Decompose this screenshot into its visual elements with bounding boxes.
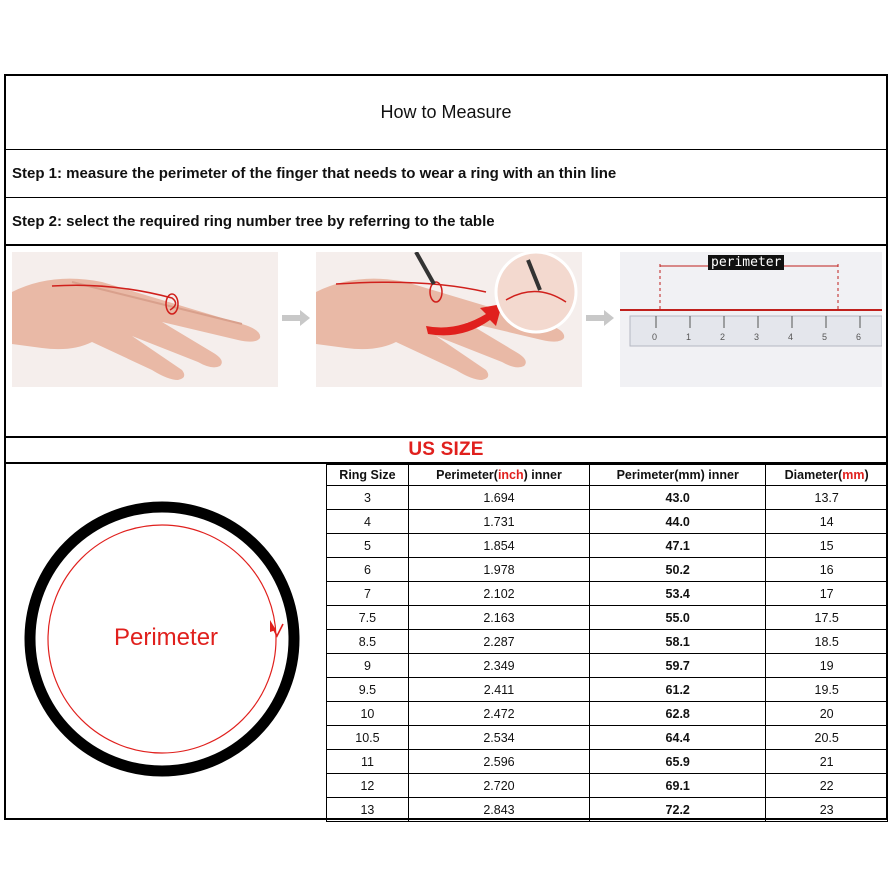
table-row [327, 798, 888, 822]
us-size-title: US SIZE [408, 439, 484, 460]
table-cell: 15 [766, 534, 888, 558]
title-row [6, 76, 886, 150]
ring-diagram [6, 464, 327, 818]
table-cell: 19.5 [766, 678, 888, 702]
table-cell: 3 [327, 486, 409, 510]
table-row [327, 558, 888, 582]
measurement-illustration [6, 246, 886, 438]
table-cell: 62.8 [590, 702, 766, 726]
table-cell: 18.5 [766, 630, 888, 654]
table-row [327, 582, 888, 606]
table-header-row [327, 465, 888, 486]
arrow-right-icon [586, 310, 614, 326]
table-row [327, 654, 888, 678]
size-chart-area [6, 464, 886, 818]
table-row [327, 486, 888, 510]
col-perimeter-inch: Perimeter(inch) inner [408, 465, 589, 486]
table-cell: 2.596 [408, 750, 589, 774]
ruler-photo [620, 252, 882, 387]
table-cell: 7.5 [327, 606, 409, 630]
table-cell: 10 [327, 702, 409, 726]
table-cell: 2.472 [408, 702, 589, 726]
table-cell: 2.411 [408, 678, 589, 702]
size-guide-sheet [4, 74, 888, 820]
table-cell: 64.4 [590, 726, 766, 750]
table-row [327, 750, 888, 774]
us-size-header [6, 438, 886, 464]
table-cell: 2.720 [408, 774, 589, 798]
ring-perimeter-label: Perimeter [114, 624, 219, 651]
table-cell: 13 [327, 798, 409, 822]
table-cell: 2.287 [408, 630, 589, 654]
table-cell: 6 [327, 558, 409, 582]
ruler-tick-label: 0 [652, 332, 658, 342]
table-cell: 1.731 [408, 510, 589, 534]
ruler-tick-label: 6 [856, 332, 862, 342]
table-cell: 20 [766, 702, 888, 726]
table-row [327, 678, 888, 702]
step-2: Step 2: select the required ring number tree by referring to the table [6, 198, 886, 246]
page-title: How to Measure [380, 102, 512, 122]
us-size-table [326, 464, 888, 822]
table-row [327, 606, 888, 630]
table-row [327, 534, 888, 558]
table-cell: 8.5 [327, 630, 409, 654]
table-cell: 58.1 [590, 630, 766, 654]
table-cell: 9.5 [327, 678, 409, 702]
table-cell: 53.4 [590, 582, 766, 606]
table-cell: 19 [766, 654, 888, 678]
table-row [327, 630, 888, 654]
table-cell: 7 [327, 582, 409, 606]
ruler-tick-label: 3 [754, 332, 760, 342]
ruler-perimeter-label: perimeter [708, 255, 784, 270]
table-cell: 17.5 [766, 606, 888, 630]
ruler-tick-label: 4 [788, 332, 794, 342]
table-cell: 11 [327, 750, 409, 774]
table-cell: 12 [327, 774, 409, 798]
table-cell: 5 [327, 534, 409, 558]
table-row [327, 774, 888, 798]
table-cell: 1.978 [408, 558, 589, 582]
table-cell: 17 [766, 582, 888, 606]
table-cell: 2.349 [408, 654, 589, 678]
table-cell: 2.534 [408, 726, 589, 750]
arrow-right-icon [282, 310, 310, 326]
col-diameter: Diameter(mm) [766, 465, 888, 486]
table-cell: 59.7 [590, 654, 766, 678]
col-ring-size: Ring Size [327, 465, 409, 486]
table-cell: 69.1 [590, 774, 766, 798]
table-cell: 10.5 [327, 726, 409, 750]
table-cell: 1.854 [408, 534, 589, 558]
table-cell: 16 [766, 558, 888, 582]
table-cell: 14 [766, 510, 888, 534]
table-row [327, 726, 888, 750]
table-cell: 47.1 [590, 534, 766, 558]
table-cell: 13.7 [766, 486, 888, 510]
table-cell: 50.2 [590, 558, 766, 582]
hand-with-thread-photo [12, 252, 278, 387]
table-row [327, 702, 888, 726]
marking-thread-photo [316, 252, 582, 387]
table-cell: 55.0 [590, 606, 766, 630]
table-cell: 20.5 [766, 726, 888, 750]
step-1: Step 1: measure the perimeter of the finger that needs to wear a ring with an thin line [6, 150, 886, 198]
table-cell: 2.843 [408, 798, 589, 822]
table-cell: 23 [766, 798, 888, 822]
col-perimeter-mm: Perimeter(mm) inner [590, 465, 766, 486]
table-cell: 22 [766, 774, 888, 798]
table-cell: 2.102 [408, 582, 589, 606]
table-row [327, 510, 888, 534]
table-cell: 44.0 [590, 510, 766, 534]
table-cell: 21 [766, 750, 888, 774]
table-cell: 2.163 [408, 606, 589, 630]
table-cell: 9 [327, 654, 409, 678]
ruler-tick-label: 1 [686, 332, 692, 342]
table-cell: 43.0 [590, 486, 766, 510]
ruler-tick-label: 2 [720, 332, 726, 342]
table-cell: 65.9 [590, 750, 766, 774]
table-cell: 4 [327, 510, 409, 534]
table-cell: 61.2 [590, 678, 766, 702]
table-cell: 72.2 [590, 798, 766, 822]
ruler-tick-label: 5 [822, 332, 828, 342]
table-cell: 1.694 [408, 486, 589, 510]
